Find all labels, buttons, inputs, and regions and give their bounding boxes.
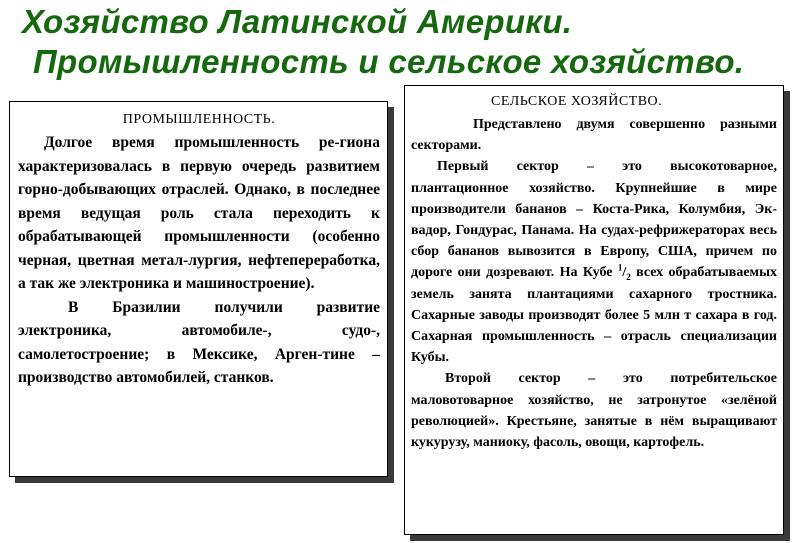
industry-paragraph-2: В Бразилии получили развитие электроника, автомобиле-, судо-, самолетостроение; в Мексике, Арген-тине – производство автомобилей, станков. xyxy=(18,298,380,386)
agriculture-paragraph-1 xyxy=(411,156,777,368)
agriculture-paragraph-2: Второй сектор – это потребительское маловотоварное хозяйство, не затронутое «зелёной революцией». Крестьяне, занятые в нём выращивают кукурузу, маниоку, фасоль, овощи, картофель. xyxy=(411,371,777,451)
agriculture-paragraph-1-start: Первый сектор – это высокотоварное, плантационное хозяйство. Крупнейшие в мире производители бананов – Коста-Рика, Колумбия, Эк-вадор, Гондурас, Панама. На судах-рефрижераторах весь сбор бананов вывозится в Европу, США, причем по дороге они дозревают. На Кубе xyxy=(411,159,777,281)
agriculture-heading: СЕЛЬСКОЕ ХОЗЯЙСТВО. xyxy=(491,94,663,109)
fraction-slash: / xyxy=(622,265,627,281)
agriculture-paragraph-1-end: всех обрабатываемых земель занята плантациями сахарного тростника. Сахарные заводы производят более 5 млн т сахара в год. Сахарная промышленность – отрасль специализации Кубы. xyxy=(411,265,778,366)
industry-paragraph-1: Долгое время промышленность ре-гиона характеризовалась в первую очередь развитием горно-добывающих отраслей. Однако, в последнее время ведущая роль стала переходить к обрабатывающей промышленности (особенно черная, цветная метал-лургия, нефтепереработка, а так же электроника и машиностроение). xyxy=(18,134,380,292)
industry-heading: ПРОМЫШЛЕННОСТЬ. xyxy=(122,112,276,127)
agriculture-lead-paragraph: Представлено двумя совершенно разными секторами. xyxy=(411,117,777,154)
agriculture-panel xyxy=(404,85,784,535)
fraction-numerator: 1 xyxy=(617,262,623,273)
slide-title-line-2: Промышленность и сельское хозяйство. xyxy=(33,43,745,80)
industry-panel xyxy=(9,101,388,477)
fraction-denominator: 2 xyxy=(626,272,631,283)
slide-title-line-1: Хозяйство Латинской Америки. xyxy=(22,3,573,40)
